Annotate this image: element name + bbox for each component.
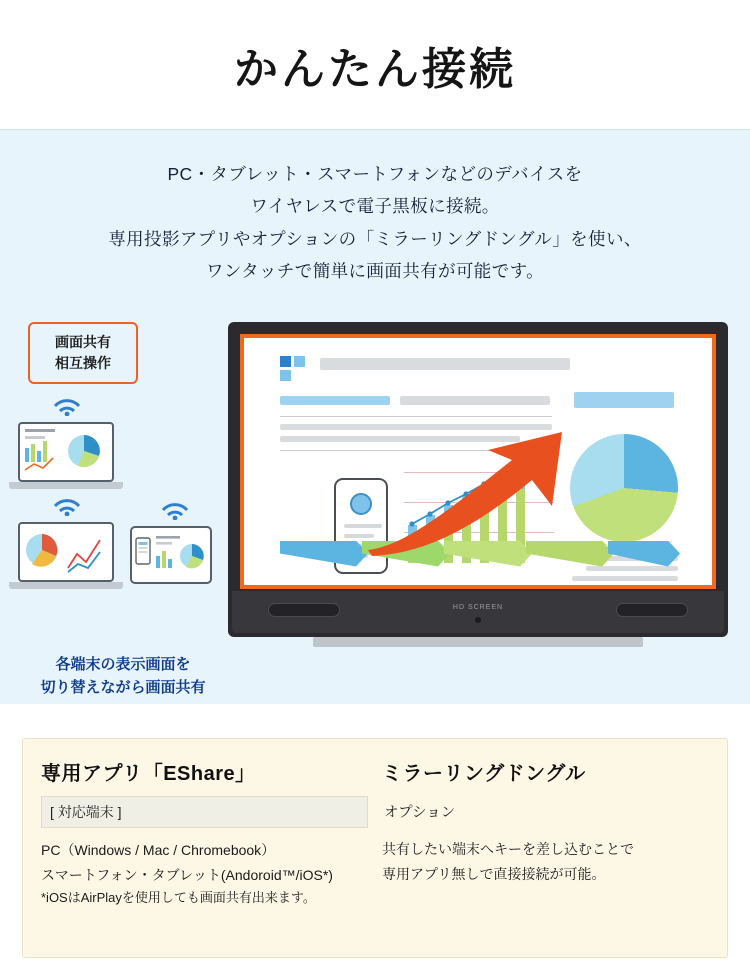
card-eshare-title: 専用アプリ「EShare」 [41, 763, 256, 785]
intro-line-2: ワイヤレスで電子黒板に接続。 [250, 196, 500, 217]
intro-line-4: ワンタッチで簡単に画面共有が可能です。 [206, 261, 544, 282]
callout-line-2: 相互操作 [55, 354, 111, 371]
monitor-stand [313, 637, 643, 647]
screen-subbar-2 [400, 396, 550, 405]
card-eshare-body-1: PC（Windows / Mac / Chromebook） [41, 842, 276, 858]
wifi-icon-3 [160, 494, 190, 520]
speaker-left [268, 603, 340, 617]
laptop-screen-1 [18, 422, 114, 482]
feature-cards-area [0, 720, 750, 980]
laptop-base-1 [9, 482, 123, 489]
laptop-device-1 [18, 422, 123, 489]
sensor-dot-icon [475, 617, 481, 623]
screen-title-bar [320, 358, 570, 370]
tablet-screen-graphic [132, 528, 210, 582]
ribbon-1 [280, 541, 368, 567]
screen-pie-chart [570, 434, 678, 542]
card-eshare-body-2: スマートフォン・タブレット(Andoroid™/iOS*) [41, 866, 333, 883]
screen-logo-icon [280, 356, 306, 382]
card-dongle-subtitle: オプション [384, 805, 456, 821]
screen-side-line-3 [572, 576, 678, 581]
laptop-screen-1-graphic [20, 424, 112, 480]
title-area [0, 0, 750, 130]
monitor-chin [232, 591, 724, 633]
intro-line-1: PC・タブレット・スマートフォンなどのデバイスを [167, 164, 583, 184]
wifi-icon-1 [52, 390, 82, 416]
device-caption-line-2: 切り替えながら画面共有 [40, 679, 206, 697]
card-mirroring-dongle [382, 757, 709, 937]
speaker-right [616, 603, 688, 617]
intro-line-3: 専用投影アプリやオプションの「ミラーリングドングル」を使い、 [108, 228, 642, 249]
card-dongle-body-2: 専用アプリ無しで直接接続が可能。 [382, 865, 606, 882]
ribbon-5 [608, 541, 680, 567]
laptop-device-2 [18, 522, 123, 589]
laptop-screen-2-graphic [20, 524, 112, 580]
screen-subbar-1 [280, 396, 390, 405]
feature-cards [22, 738, 728, 958]
card-eshare-app [41, 757, 368, 937]
monitor-brand-label: HD SCREEN [452, 603, 504, 611]
page-title: かんたん接続 [234, 45, 516, 94]
card-eshare-subtitle: [ 対応端末 ] [41, 796, 368, 828]
share-arrow-icon [362, 426, 572, 556]
screen-subbar-3 [574, 392, 674, 408]
card-dongle-body-1: 共有したい端末へキーを差し込むことで [382, 841, 634, 857]
card-dongle-title: ミラーリングドングル [382, 763, 586, 785]
title-divider [0, 129, 750, 130]
wifi-icon-2 [52, 490, 82, 516]
monitor-highlight-frame [240, 334, 716, 589]
device-caption-line-1: 各端末の表示画面を [55, 656, 191, 673]
monitor-screen [244, 338, 712, 585]
tablet-device [130, 526, 212, 584]
interactive-whiteboard [228, 322, 728, 637]
screen-rule-1 [280, 416, 552, 417]
callout-line-1: 画面共有 [55, 333, 111, 350]
card-eshare-note: *iOSはAirPlayを使用しても画面共有出来ます。 [41, 890, 316, 905]
illustration-area [0, 314, 750, 704]
intro-band [0, 130, 750, 314]
laptop-base-2 [9, 582, 123, 589]
laptop-screen-2 [18, 522, 114, 582]
screen-share-callout [28, 322, 138, 384]
device-caption [18, 653, 228, 700]
